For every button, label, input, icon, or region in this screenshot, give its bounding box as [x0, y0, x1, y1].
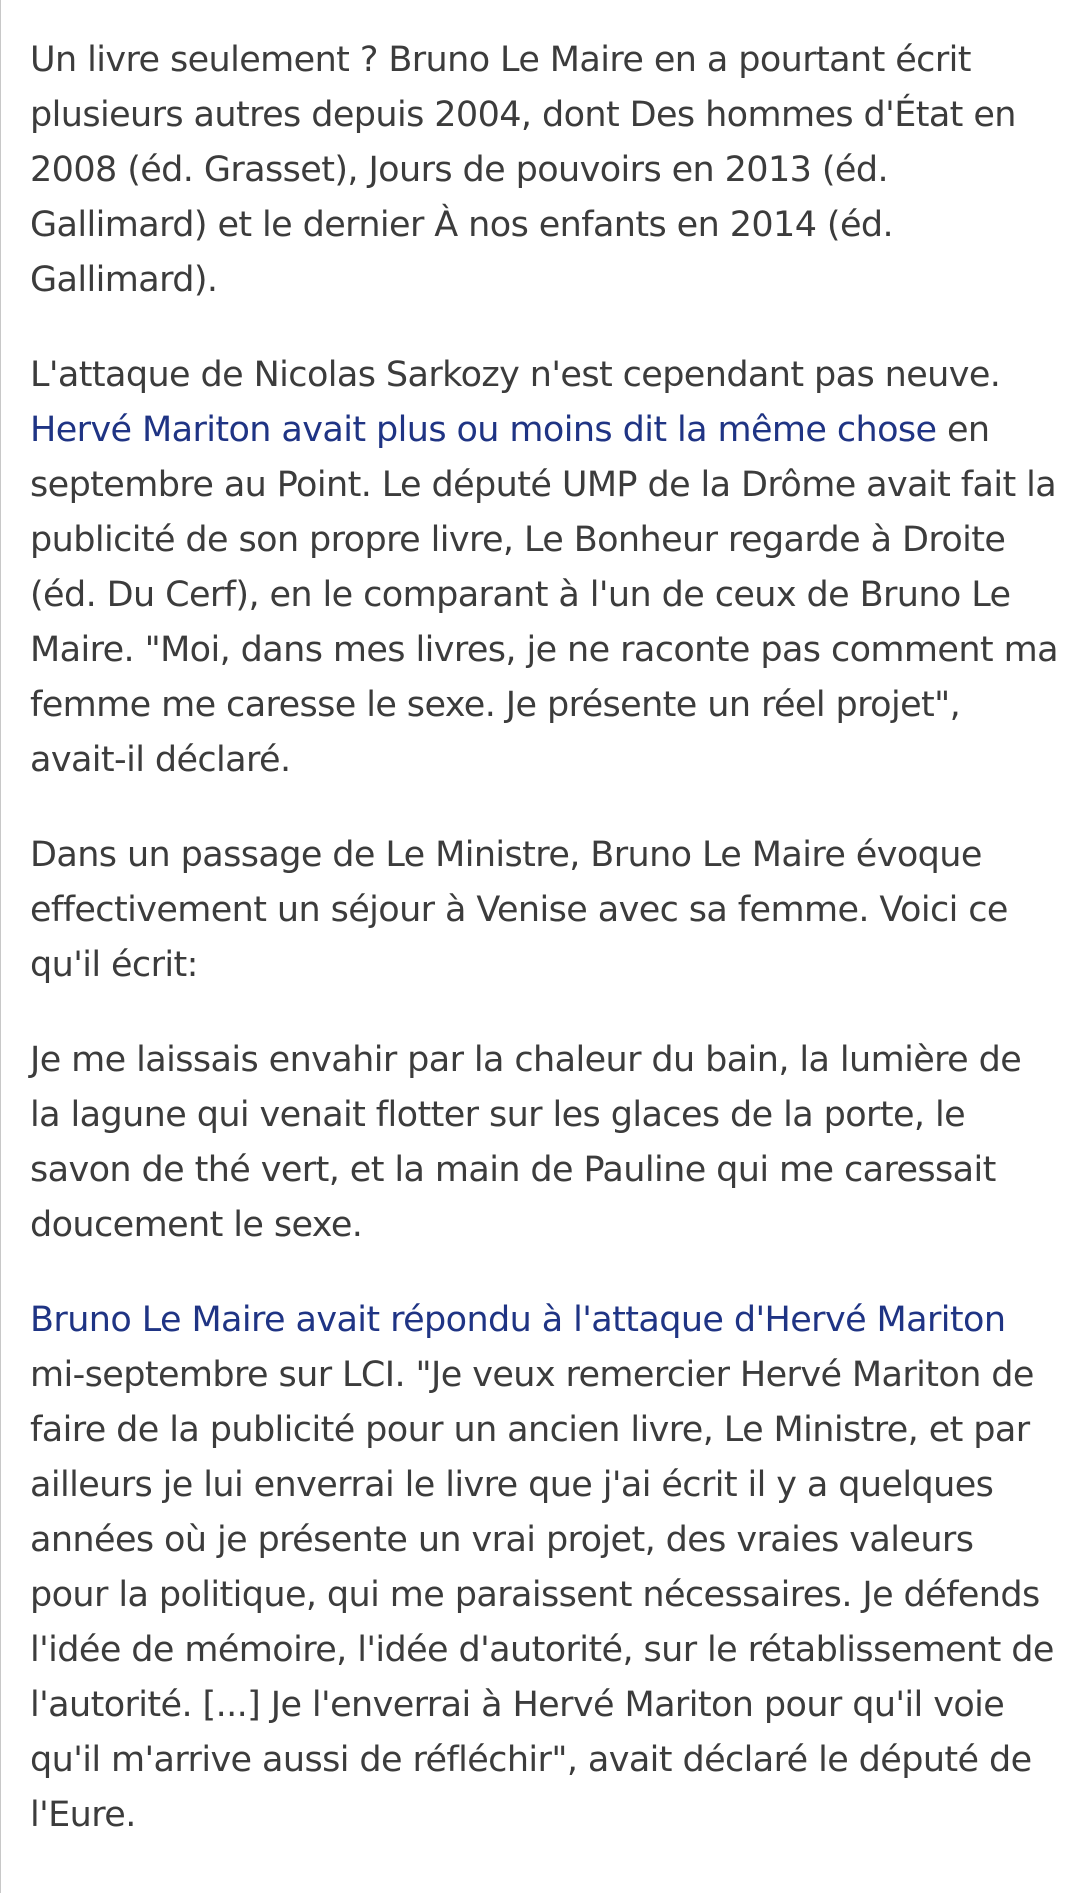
quote-text: Je me laissais envahir par la chaleur du bain, la lumière de la lagune qui venait flotter sur les glaces de la porte, le savon de thé vert, et la main de Pauline qui me caressait doucement le sexe. [30, 1040, 1022, 1245]
link-mariton-same-thing[interactable]: Hervé Mariton avait plus ou moins dit la même chose [30, 410, 937, 450]
paragraph-venise-passage [30, 828, 1060, 993]
paragraph-sarkozy-attack [30, 348, 1060, 788]
paragraph-book-quote [30, 1033, 1060, 1253]
paragraph-text: Un livre seulement ? Bruno Le Maire en a pourtant écrit plusieurs autres depuis 2004, dont Des hommes d'État en 2008 (éd. Grasset), Jours de pouvoirs en 2013 (éd. Gallimard) et le dernier À nos enfants en 2014 (éd. Gallimard). [30, 40, 1016, 300]
paragraph-text-before-link: L'attaque de Nicolas Sarkozy n'est cependant pas neuve. [30, 355, 1001, 395]
link-le-maire-reply[interactable]: Bruno Le Maire avait répondu à l'attaque d'Hervé Mariton [30, 1300, 1006, 1340]
article-body [30, 33, 1060, 1883]
paragraph-le-maire-reply [30, 1293, 1060, 1843]
paragraph-other-books [30, 33, 1060, 308]
paragraph-text: Dans un passage de Le Ministre, Bruno Le Maire évoque effectivement un séjour à Venise avec sa femme. Voici ce qu'il écrit: [30, 835, 1008, 985]
paragraph-text-after-link: mi-septembre sur LCI. "Je veux remercier Hervé Mariton de faire de la publicité pour un ancien livre, Le Ministre, et par ailleurs je lui enverrai le livre que j'ai écrit il y a quelques années où je présente un vrai projet, des vraies valeurs pour la politique, qui me paraissent nécessaires. Je défends l'idée de mémoire, l'idée d'autorité, sur le rétablissement de l'autorité. [...] Je l'enverrai à Hervé Mariton pour qu'il voie qu'il m'arrive aussi de réfléchir", avait déclaré le député de l'Eure. [30, 1355, 1054, 1835]
paragraph-text-after-link: en septembre au Point. Le député UMP de la Drôme avait fait la publicité de son propre livre, Le Bonheur regarde à Droite (éd. Du Cerf), en le comparant à l'un de ceux de Bruno Le Maire. "Moi, dans mes livres, je ne raconte pas comment ma femme me caresse le sexe. Je présente un réel projet", avait-il déclaré. [30, 410, 1058, 780]
